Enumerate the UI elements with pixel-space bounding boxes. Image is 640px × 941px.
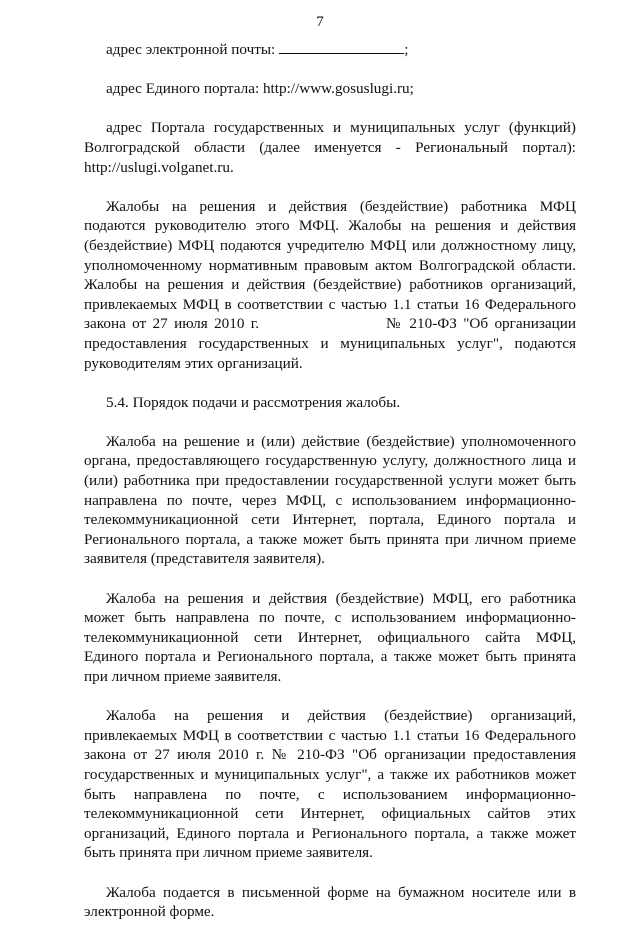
paragraph-line: http://uslugi.volganet.ru. xyxy=(84,158,234,176)
regional-portal-paragraph xyxy=(84,118,576,177)
paragraph-line: Жалоба на решения и действия (бездействие) МФЦ, его работника xyxy=(106,589,576,607)
complaint-form-paragraph xyxy=(84,883,576,922)
paragraph-line: телекоммуникационной сети Интернет, портала, Единого портала и xyxy=(84,511,576,529)
complaint-orgs-paragraph xyxy=(84,706,576,863)
paragraph-line: привлекаемых МФЦ в соответствии с частью 1.1 статьи 16 Федерального xyxy=(84,726,576,744)
email-suffix: ; xyxy=(404,41,409,58)
paragraph-line: органа, предоставляющего государственную услугу, должностного лица и xyxy=(84,452,576,470)
paragraph-line: уполномоченному нормативным правовым актом Волгоградской области. xyxy=(84,256,576,274)
paragraph-line: заявителя (представителя заявителя). xyxy=(84,550,325,568)
email-blank xyxy=(279,41,404,54)
section-heading xyxy=(84,393,576,413)
paragraph-line: быть принята при личном приеме заявителя. xyxy=(84,844,373,862)
section-heading-text: 5.4. Порядок подачи и рассмотрения жалобы. xyxy=(106,393,401,411)
complaints-mfc-paragraph xyxy=(84,197,576,373)
paragraph-line: организаций, Единого портала и Регионального портала, а также может xyxy=(84,824,576,842)
paragraph-line: Жалоба на решения и действия (бездействие) организаций, xyxy=(106,707,576,725)
paragraph-line: направлена по почте, через МФЦ, с использованием информационно- xyxy=(84,491,576,509)
paragraph-line: Регионального портала, а также может быть принята при личном приеме xyxy=(84,530,576,548)
paragraph-line: Жалобы на решения и действия (бездействие) работника МФЦ xyxy=(106,197,576,215)
paragraph-line: телекоммуникационной сети Интернет, официальных сайтов этих xyxy=(84,805,576,823)
paragraph-line: Жалоба на решение и (или) действие (бездействие) уполномоченного xyxy=(106,432,576,450)
paragraph-line: может быть направлена по почте, с использованием информационно- xyxy=(84,609,576,627)
page-number: 7 xyxy=(316,14,324,30)
paragraph-line: Жалобы на решения и действия (бездействие) работников организаций, xyxy=(84,276,576,294)
paragraph-line: руководителям этих организаций. xyxy=(84,354,303,372)
paragraph-line: закона от 27 июля 2010 г. № 210-ФЗ "Об организации предоставления xyxy=(84,746,576,764)
paragraph-line: закона от 27 июля 2010 г. № 210-ФЗ "Об организации xyxy=(84,315,576,333)
paragraph-line: Жалоба подается в письменной форме на бумажном носителе или в xyxy=(106,883,576,901)
paragraph-line: электронной форме. xyxy=(84,903,215,921)
complaint-authority-paragraph xyxy=(84,432,576,569)
paragraph-line: (или) работника при предоставлении государственной услуги может быть xyxy=(84,472,576,490)
paragraph-line: подаются руководителю этого МФЦ. Жалобы на решения и действия xyxy=(84,217,576,235)
email-line xyxy=(84,40,576,60)
paragraph-line: предоставления государственных и муниципальных услуг", подаются xyxy=(84,334,576,352)
paragraph-line: Волгоградской области (далее именуется - Региональный портал): xyxy=(84,138,576,156)
paragraph-line: телекоммуникационной сети Интернет, официального сайта МФЦ, xyxy=(84,628,576,646)
paragraph-line: адрес Портала государственных и муниципальных услуг (функций) xyxy=(106,119,576,137)
document-body xyxy=(84,40,576,941)
portal-text: адрес Единого портала: http://www.gosuslugi.ru; xyxy=(106,80,414,98)
paragraph-line: при личном приеме заявителя. xyxy=(84,668,282,685)
paragraph-line: государственных и муниципальных услуг", а также их работников может xyxy=(84,765,576,783)
complaint-mfc-actions-paragraph xyxy=(84,589,576,687)
email-label: адрес электронной почты: xyxy=(106,41,276,58)
paragraph-line: привлекаемых МФЦ в соответствии с частью 1.1 статьи 16 Федерального xyxy=(84,295,576,313)
paragraph-line: (бездействие) МФЦ подаются учредителю МФЦ или должностному лицу, xyxy=(84,236,576,254)
paragraph-line: Единого портала и Регионального портала, а также может быть принята xyxy=(84,648,576,666)
portal-line xyxy=(84,79,576,99)
paragraph-line: быть направлена по почте, с использованием информационно- xyxy=(84,785,576,803)
